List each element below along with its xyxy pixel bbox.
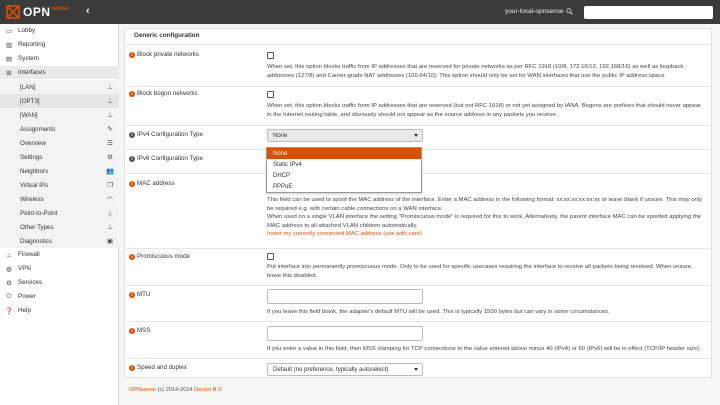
promisc-help: Put interface into permanently promiscuous mode. Only to be used for specific usecases requiring the interface to receive all packets being received. When unsure, leave this disabled. <box>267 264 693 279</box>
sidebar-item-diagnostics[interactable]: Diagnostics ▣ <box>0 234 119 248</box>
mtu-input[interactable] <box>267 289 423 304</box>
promisc-checkbox[interactable] <box>267 253 274 260</box>
mac-label: i MAC address <box>129 180 174 187</box>
sidebar-item-label: Reporting <box>18 41 46 48</box>
globe-icon: ◍ <box>6 265 12 273</box>
mtu-help: If you leave this field blank, the adapter's default MTU will be used. This is typically 1500 bytes but can vary in some circumstances. <box>267 309 610 315</box>
sidebar-item-virtual-ips[interactable]: Virtual IPs ❐ <box>0 178 119 192</box>
collapse-sidebar-icon[interactable]: ‹ <box>86 5 90 17</box>
sidebar-item-label: Services <box>18 279 43 286</box>
divider <box>125 86 711 87</box>
logo-subtext: sense <box>51 6 69 12</box>
insert-mac-link[interactable]: Insert my currently connected MAC address (use with care) <box>267 231 422 238</box>
logo-text: OPN <box>23 5 51 19</box>
sitemap-icon: ⊞ <box>6 69 12 77</box>
search-icon[interactable] <box>566 8 573 15</box>
sidebar-item-lan[interactable]: [LAN] ⊥ <box>0 80 119 94</box>
footer-copyright: (c) 2014-2024 <box>156 387 194 393</box>
block-bogon-checkbox[interactable] <box>267 91 274 98</box>
footer-brand-link[interactable]: OPNsense <box>129 387 157 393</box>
plug-icon: ⏚ <box>106 210 114 218</box>
divider <box>125 285 711 286</box>
info-icon[interactable]: i <box>129 328 135 334</box>
divider <box>125 358 711 359</box>
mac-help: This field can be used to spoof the MAC address of the interface. Enter a MAC address in the following format: xx:xx:xx:xx:xx:xx or leave blank if unsure. This may only be required e.g. with certain cable connections on a WAN interface. When used on a single VLAN interface the setting "Promiscuous mode" is required for this to work. Alternatively, the parent interface MAC can be spoofed applying the MAC address to all attached VLAN children automatically. Insert my currently connected MAC address (use with care) <box>267 197 703 238</box>
sidebar-item-label: Interfaces <box>18 69 46 76</box>
divider <box>125 248 711 249</box>
info-icon[interactable]: i <box>129 365 135 371</box>
sidebar-item-wan[interactable]: [WAN] ⊥ <box>0 108 119 122</box>
sidebar-item-label: VPN <box>18 265 31 272</box>
sitemap-icon: ⊥ <box>107 112 113 119</box>
dropdown-option-none[interactable]: None <box>267 148 421 159</box>
medkit-icon: ▣ <box>106 238 114 245</box>
ipv6-type-label: i IPv6 Configuration Type <box>129 155 203 162</box>
sidebar-item-interfaces[interactable] <box>0 66 119 79</box>
divider <box>125 125 711 126</box>
footer <box>129 387 223 393</box>
cog-icon: ⚙ <box>6 279 12 287</box>
divider <box>125 44 711 45</box>
info-icon[interactable]: i <box>129 52 135 58</box>
sidebar-item-overview[interactable]: Overview ☰ <box>0 136 119 150</box>
mss-label: i MSS <box>129 327 150 334</box>
sidebar-item-label: Power <box>18 293 36 300</box>
mss-input[interactable] <box>267 326 423 341</box>
mtu-label: i MTU <box>129 291 150 298</box>
block-private-checkbox[interactable] <box>267 52 274 59</box>
users-icon: 👥 <box>105 168 115 175</box>
section-title: Generic configuration <box>134 32 200 39</box>
clone-icon: ❐ <box>107 182 113 189</box>
sitemap-icon: ⊥ <box>107 84 113 91</box>
sidebar-item-power[interactable] <box>0 290 119 303</box>
sidebar-item-services[interactable] <box>0 276 119 289</box>
ipv4-type-label: i IPv4 Configuration Type <box>129 131 203 138</box>
help-icon: ❓ <box>5 307 14 315</box>
sidebar-item-reporting[interactable] <box>0 38 119 51</box>
sidebar-item-wireless[interactable]: Wireless ◠ <box>0 192 119 206</box>
search-input[interactable] <box>584 6 713 19</box>
tasks-icon: ☰ <box>107 140 113 147</box>
hostname[interactable]: your-local-opnsense <box>505 8 564 15</box>
sidebar-item-label: Lobby <box>18 27 36 34</box>
sidebar-item-point-to-point[interactable]: Point-to-Point ⏚ <box>0 206 119 220</box>
info-icon[interactable]: i <box>129 132 135 138</box>
sidebar-item-neighbors[interactable]: Neighbors 👥 <box>0 164 119 178</box>
cogs-icon: ⚙ <box>107 154 113 161</box>
sidebar-item-label: Firewall <box>18 251 40 258</box>
sidebar-item-vpn[interactable] <box>0 262 119 275</box>
opnsense-logo[interactable] <box>6 4 69 20</box>
sidebar-item-assignments[interactable]: Assignments ✎ <box>0 122 119 136</box>
laptop-icon: ▭ <box>5 27 13 35</box>
logo-icon <box>6 5 20 19</box>
block-private-label: i Block private networks <box>129 51 199 58</box>
sidebar-item-lobby[interactable] <box>0 24 119 37</box>
ipv4-type-dropdown <box>266 147 422 193</box>
fire-icon: ♨ <box>6 251 12 259</box>
ipv4-type-select[interactable]: None <box>267 129 423 142</box>
chevron-down-icon <box>414 368 418 371</box>
server-icon: ▤ <box>5 55 13 63</box>
dropdown-option-static-ipv4[interactable]: Static IPv4 <box>273 161 302 168</box>
config-panel <box>124 28 712 378</box>
block-private-help: When set, this option blocks traffic from IP addresses that are reserved for private networks as per RFC 1918 (10/8, 172.16/12, 192.168/16) as well as loopback addresses (127/8) and Carrier-grade NAT addresses (100.64/10). This option should only be set for WAN interfaces that use the public IP address space. <box>267 64 684 79</box>
sidebar-item-settings[interactable]: Settings ⚙ <box>0 150 119 164</box>
sidebar-item-other-types[interactable]: Other Types ⊥ <box>0 220 119 234</box>
sitemap-icon: ⊥ <box>107 98 113 105</box>
top-bar <box>0 0 720 24</box>
dropdown-option-dhcp[interactable]: DHCP <box>273 172 291 179</box>
footer-company-link[interactable]: Deciso B.V. <box>194 387 223 393</box>
info-icon[interactable]: i <box>129 181 135 187</box>
power-icon: ⏻ <box>6 292 12 300</box>
speed-select[interactable]: Default (no preference, typically autoselect) <box>267 363 423 376</box>
sidebar-item-label: Help <box>18 307 31 314</box>
chevron-down-icon <box>414 134 418 137</box>
mss-help: If you enter a value in this field, then MSS clamping for TCP connections to the value entered above minus 40 (IPv4) or 60 (IPv6) will be in effect (TCP/IP header size). <box>267 346 701 352</box>
divider <box>125 321 711 322</box>
speed-label: i Speed and duplex <box>129 364 187 371</box>
pencil-icon: ✎ <box>107 126 113 133</box>
sitemap-icon: ⊥ <box>107 224 113 231</box>
wifi-icon: ◠ <box>107 196 113 203</box>
sidebar <box>0 24 119 405</box>
sidebar-item-help[interactable] <box>0 304 119 317</box>
promisc-label: i Promiscuous mode <box>129 253 190 260</box>
dropdown-option-pppoe[interactable]: PPPoE <box>273 183 293 190</box>
block-bogon-help: When set, this option blocks traffic from IP addresses that are reserved (but not RFC 1918) or not yet assigned by IANA. Bogons are prefixes that should never appear in the Internet routing table, and obviously should not appear as the source address in any packets you receive. <box>267 103 701 118</box>
sidebar-item-label: System <box>18 55 39 62</box>
block-bogon-label: i Block bogon networks <box>129 90 198 97</box>
info-icon[interactable]: i <box>129 156 135 162</box>
chart-icon: ▥ <box>5 41 13 49</box>
info-icon[interactable]: i <box>129 91 135 97</box>
sidebar-item-system[interactable] <box>0 52 119 65</box>
info-icon[interactable]: i <box>129 292 135 298</box>
sidebar-item-firewall[interactable] <box>0 248 119 261</box>
sidebar-item-opt3[interactable]: [OPT3] ⊥ <box>0 94 119 108</box>
info-icon[interactable]: i <box>129 254 135 260</box>
